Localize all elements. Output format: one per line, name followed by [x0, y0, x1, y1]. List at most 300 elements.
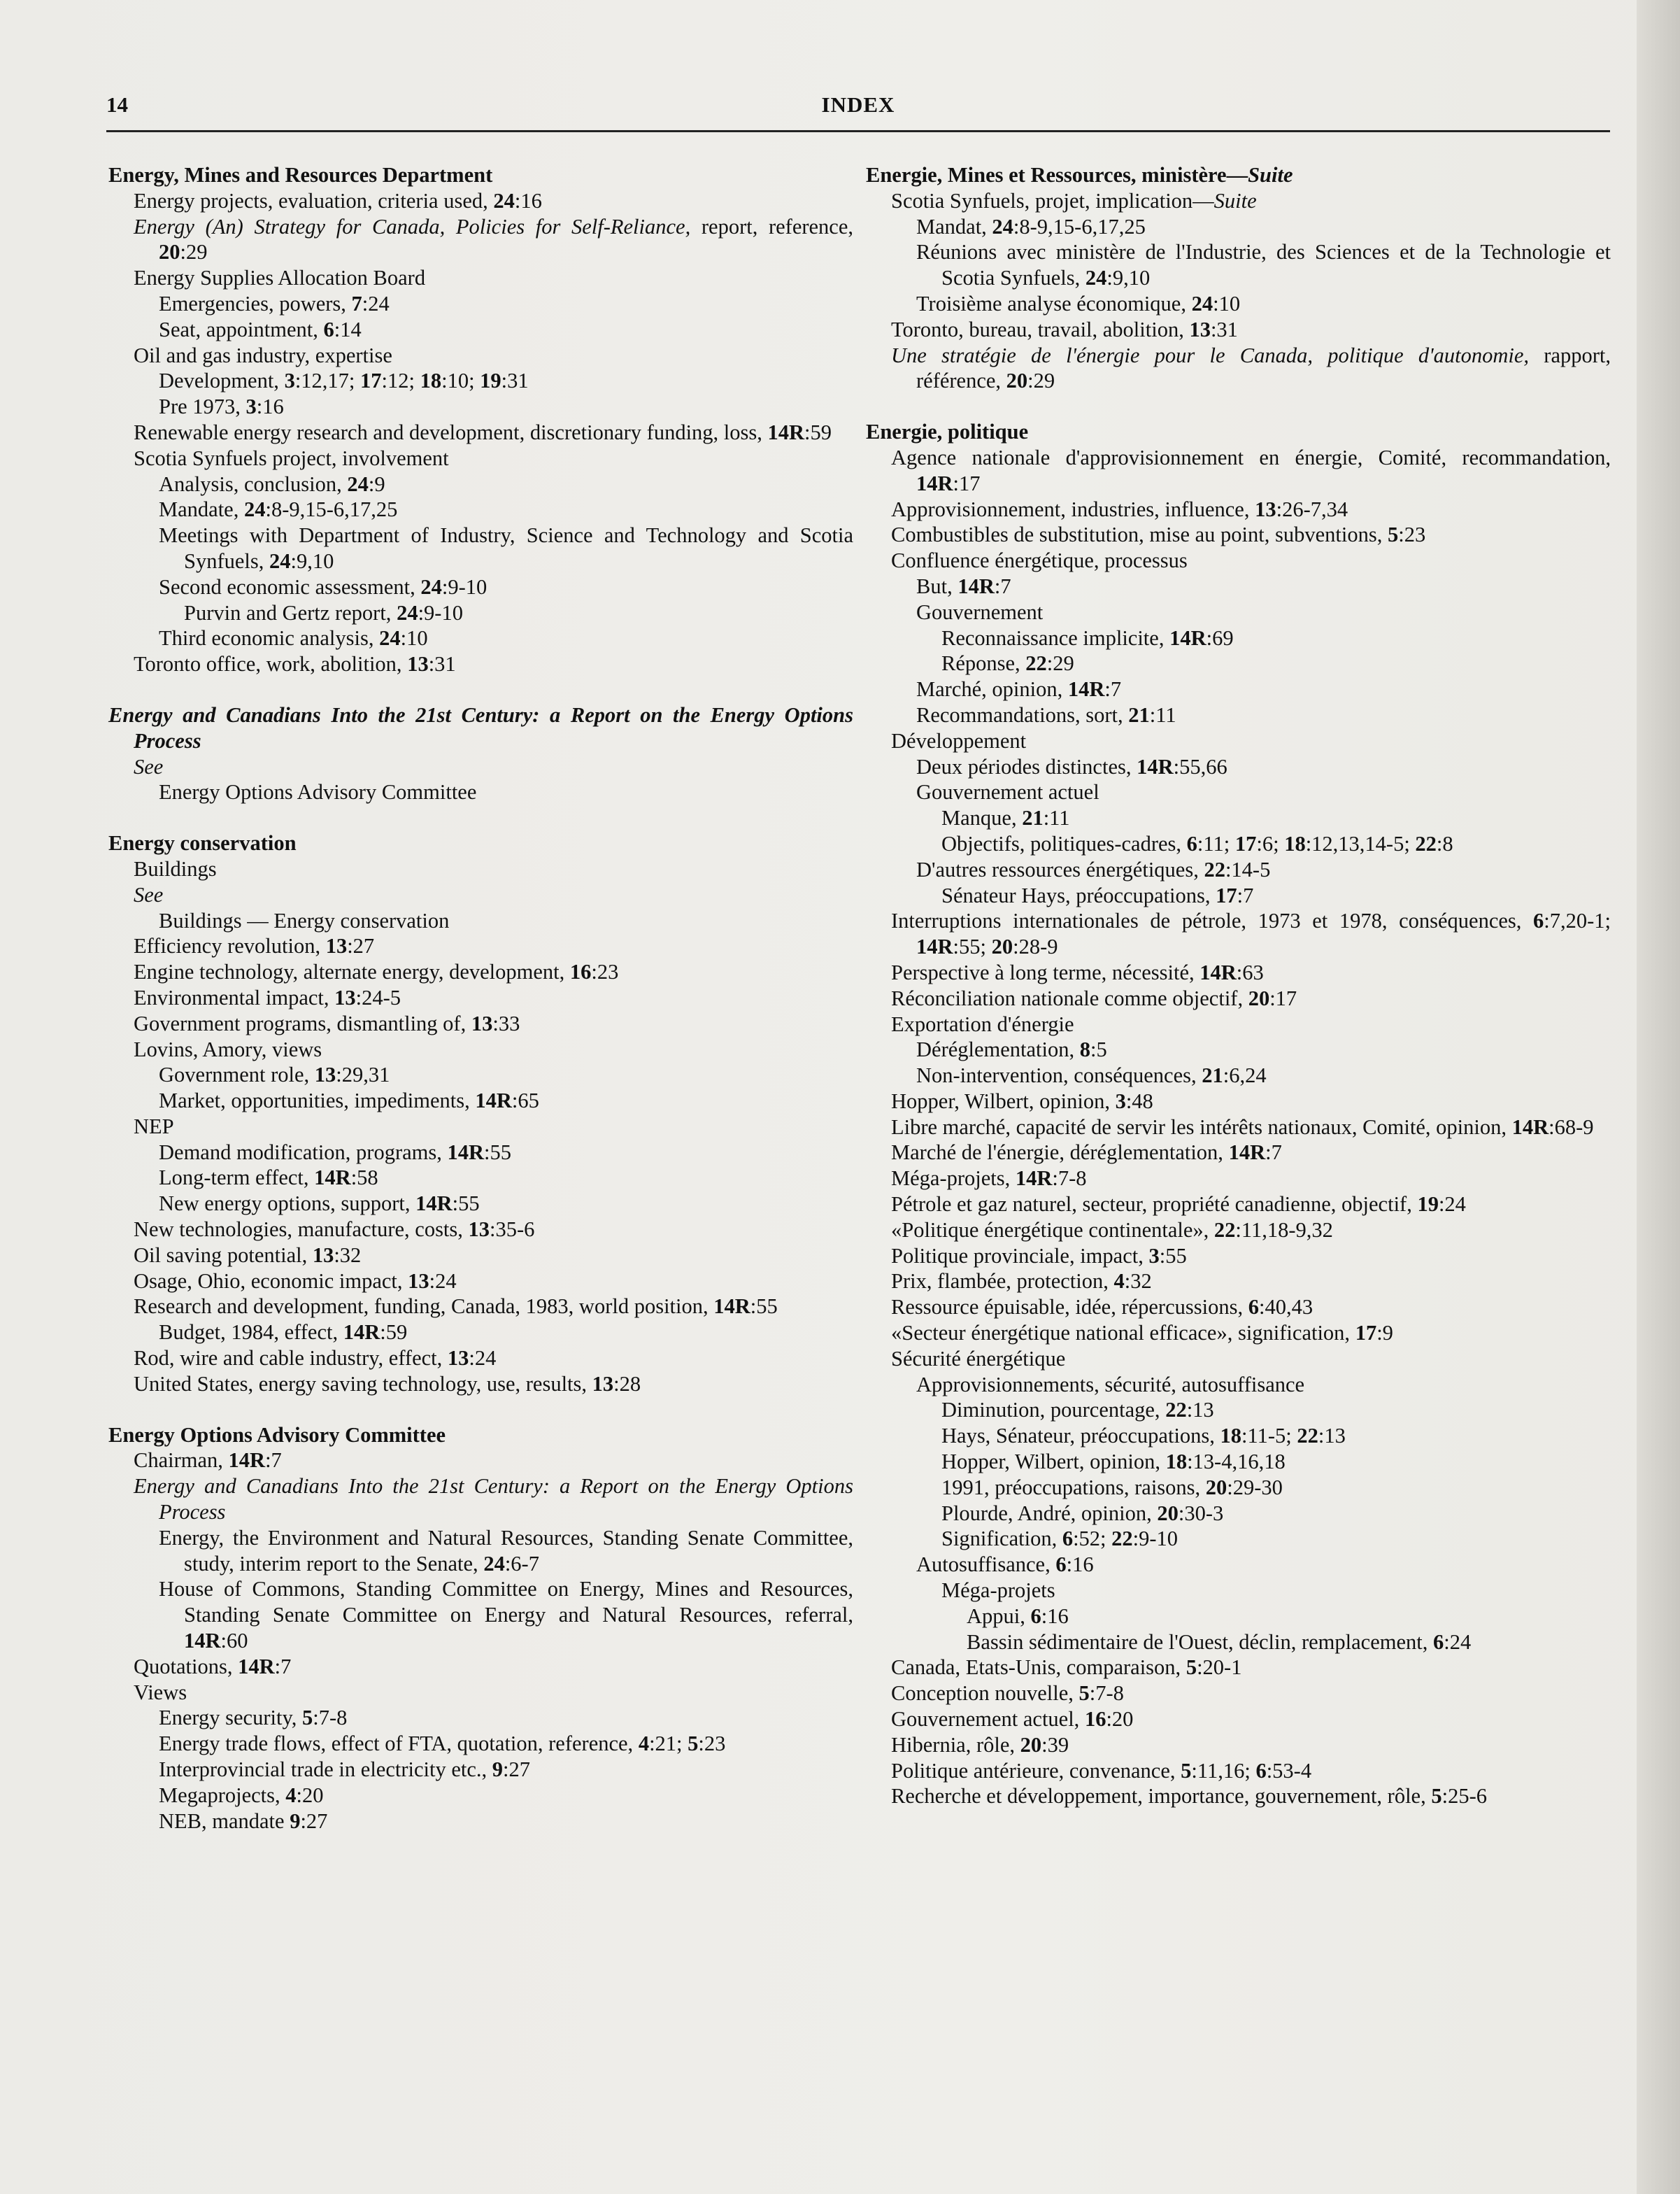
index-entry [108, 1680, 853, 1706]
entry-text: Megaprojects, [159, 1783, 286, 1807]
entry-text: :12,13,14-5; [1305, 831, 1416, 856]
entry-text: Osage, Ohio, economic impact, [134, 1268, 408, 1293]
index-entry [866, 522, 1611, 548]
entry-text: 14R [1015, 1166, 1053, 1191]
index-entry [866, 497, 1611, 523]
entry-text: United States, energy saving technology, use, results, [134, 1371, 592, 1396]
index-entry [866, 779, 1611, 805]
entry-text: Energy and Canadians Into the 21st Century: a Report on the Energy Options Process [134, 1474, 853, 1524]
entry-text: :55,66 [1173, 754, 1227, 779]
entry-text: Hopper, Wilbert, opinion, [941, 1450, 1166, 1474]
entry-text: :11-5; [1241, 1424, 1297, 1448]
index-entry [108, 1294, 853, 1319]
entry-text: Energie, Mines et Ressources, ministère— [866, 163, 1248, 187]
entry-text: :7,20-1; [1544, 909, 1611, 933]
entry-text: But, [916, 574, 958, 598]
index-entry [108, 1525, 853, 1577]
entry-text: :24 [362, 291, 390, 316]
index-entry [866, 1475, 1611, 1501]
entry-text: :55 [484, 1140, 512, 1164]
entry-text: Approvisionnement, industries, influence, [891, 497, 1255, 521]
entry-text: Energy projects, evaluation, criteria used, [134, 188, 494, 213]
entry-text: 22 [1025, 651, 1047, 676]
entry-text: :9-10 [418, 600, 463, 625]
index-entry [108, 317, 853, 343]
entry-text: 21 [1202, 1063, 1223, 1088]
entry-text: Analysis, conclusion, [159, 472, 348, 496]
entry-text: :40,43 [1258, 1295, 1314, 1319]
entry-text: Energy Options Advisory Committee [159, 780, 477, 805]
entry-text: 6 [323, 317, 334, 341]
entry-text: 3 [245, 395, 257, 419]
entry-text: 24 [243, 497, 266, 522]
entry-text: 5 [1079, 1681, 1090, 1706]
entry-text: 24 [493, 188, 515, 213]
entry-text: :6,24 [1223, 1063, 1267, 1088]
entry-text: 6 [1533, 909, 1544, 933]
entry-text: :23 [698, 1732, 726, 1756]
entry-text: Oil saving potential, [134, 1243, 313, 1267]
entry-text: 13 [314, 1063, 336, 1087]
entry-text: :28-9 [1013, 935, 1058, 959]
entry-text: :7-8 [313, 1706, 348, 1730]
entry-text: 24 [1085, 266, 1107, 290]
entry-text: 14R [415, 1191, 453, 1216]
page-title: INDEX [821, 92, 895, 117]
index-entry [108, 882, 853, 908]
entry-text: 20 [1006, 369, 1028, 393]
entry-text: :7 [1265, 1140, 1282, 1165]
page-header [106, 91, 1610, 132]
entry-text: Government programs, dismantling of, [134, 1011, 471, 1035]
entry-text: Libre marché, capacité de servir les intérêts nationaux, Comité, opinion, [891, 1114, 1512, 1139]
index-entry [866, 1629, 1611, 1655]
index-entry [866, 1037, 1611, 1063]
page-number: 14 [106, 92, 128, 117]
index-entry [866, 1294, 1611, 1320]
index-heading [108, 830, 853, 856]
index-entry [866, 1372, 1611, 1398]
index-entry [866, 574, 1611, 600]
index-entry [866, 317, 1611, 343]
entry-text: :8-9,15-6,17,25 [1013, 214, 1146, 239]
entry-text: 20 [1248, 986, 1270, 1010]
entry-text: 17 [1234, 831, 1257, 856]
entry-text: 14R [916, 935, 953, 959]
index-entry [108, 600, 853, 626]
entry-text: :7 [994, 574, 1011, 598]
entry-text: :30-3 [1178, 1501, 1224, 1525]
index-entry [866, 1680, 1611, 1706]
entry-text: 9 [492, 1757, 504, 1782]
entry-text: Gouvernement actuel [916, 780, 1099, 805]
entry-text: Gouvernement actuel, [891, 1707, 1085, 1732]
left-column [108, 162, 853, 1859]
entry-text: :32 [1124, 1269, 1152, 1294]
entry-text: 24 [1191, 291, 1213, 316]
entry-text: 1991, préoccupations, raisons, [941, 1475, 1206, 1499]
entry-text: :10; [441, 369, 480, 393]
entry-text: 17 [1216, 883, 1237, 907]
entry-text: Lovins, Amory, views [134, 1037, 322, 1061]
index-entry [866, 1449, 1611, 1475]
index-entry [108, 497, 853, 523]
entry-text: :33 [492, 1011, 520, 1035]
entry-text: :24 [429, 1268, 457, 1293]
entry-text: :29,31 [336, 1063, 390, 1087]
entry-text: :59 [804, 420, 832, 444]
entry-text: :7 [1104, 677, 1122, 702]
entry-text: :14 [334, 317, 362, 341]
entry-text: 14R [1137, 754, 1174, 779]
entry-text: Perspective à long terme, nécessité, [891, 960, 1200, 984]
entry-text: Recherche et développement, importance, gouvernement, rôle, [891, 1784, 1432, 1809]
index-entry [866, 239, 1611, 291]
index-entry [108, 1731, 853, 1757]
index-entry [866, 883, 1611, 909]
entry-text: :7-8 [1089, 1681, 1124, 1706]
entry-text: :24 [1444, 1629, 1472, 1654]
entry-text: Mandate, [159, 497, 244, 522]
entry-text: :20 [296, 1783, 324, 1807]
entry-text: Buildings [134, 856, 217, 881]
index-entry [108, 1037, 853, 1063]
entry-text: 14R [1067, 677, 1105, 702]
entry-text: :12; [381, 369, 420, 393]
entry-text: Prix, flambée, protection, [891, 1269, 1114, 1294]
entry-text: :11; [1197, 831, 1235, 856]
entry-text: Efficiency revolution, [134, 934, 326, 958]
entry-text: D'autres ressources énergétiques, [916, 857, 1204, 882]
entry-text: 3 [1115, 1089, 1126, 1113]
entry-text: :55 [452, 1191, 480, 1216]
index-entry [108, 394, 853, 420]
entry-text: :23 [591, 960, 619, 984]
index-entry [866, 1114, 1611, 1140]
entry-text: See [134, 754, 164, 779]
entry-text: Suite [1248, 163, 1293, 187]
entry-text: Purvin and Gertz report, [184, 600, 397, 625]
index-entry [866, 445, 1611, 497]
index-entry [108, 625, 853, 651]
entry-text: 22 [1165, 1398, 1187, 1422]
entry-text: 6 [1055, 1552, 1067, 1577]
entry-text: 24 [420, 574, 442, 599]
entry-text: 14R [1511, 1114, 1549, 1139]
entry-text: Ressource épuisable, idée, répercussions, [891, 1295, 1248, 1319]
index-section [108, 830, 853, 1397]
entry-text: Energy trade flows, effect of FTA, quotation, reference, [159, 1732, 639, 1756]
index-entry [108, 959, 853, 985]
entry-text: 24 [992, 214, 1013, 239]
index-entry [866, 1191, 1611, 1217]
entry-text: 13 [468, 1217, 490, 1242]
entry-text: 17 [1355, 1321, 1377, 1345]
entry-text: Demand modification, programs, [159, 1140, 448, 1164]
entry-text: 13 [1255, 497, 1276, 521]
index-heading [108, 162, 853, 188]
index-entry [108, 1062, 853, 1088]
entry-text: NEB, mandate [159, 1809, 290, 1833]
entry-text: Renewable energy research and development, discretionary funding, loss, [134, 420, 768, 444]
entry-text: :53-4 [1266, 1758, 1312, 1783]
entry-text: 20 [159, 240, 180, 264]
index-entry [108, 472, 853, 497]
entry-text: 6 [1030, 1604, 1041, 1628]
index-entry [108, 908, 853, 934]
entry-text: Rod, wire and cable industry, effect, [134, 1346, 448, 1371]
index-entry [108, 1268, 853, 1294]
entry-text: Hopper, Wilbert, opinion, [891, 1089, 1116, 1113]
index-entry [866, 677, 1611, 702]
entry-text: Objectifs, politiques-cadres, [941, 831, 1187, 856]
entry-text: :58 [350, 1166, 378, 1190]
entry-text: 14R [314, 1166, 351, 1190]
entry-text: Confluence énergétique, processus [891, 548, 1188, 573]
entry-text: :27 [503, 1757, 530, 1782]
index-entry [866, 986, 1611, 1012]
entry-text: :29 [1046, 651, 1074, 676]
entry-text: :11 [1043, 806, 1070, 830]
entry-text: Politique provinciale, impact, [891, 1243, 1149, 1268]
entry-text: 6 [1432, 1629, 1444, 1654]
entry-text: Interprovincial trade in electricity etc., [159, 1757, 492, 1782]
entry-text: 16 [569, 960, 592, 984]
entry-text: :55; [953, 935, 992, 959]
entry-text: 13 [471, 1011, 493, 1035]
index-entry [108, 1191, 853, 1217]
index-section [866, 419, 1611, 1809]
entry-text: :69 [1206, 625, 1234, 650]
entry-text: 19 [1417, 1192, 1439, 1217]
entry-text: Energy security, [159, 1706, 302, 1730]
entry-text: Energie, politique [866, 420, 1029, 444]
entry-text: 24 [379, 626, 401, 651]
index-entry [866, 651, 1611, 677]
entry-text: 6 [1062, 1527, 1074, 1551]
entry-text: See [134, 882, 164, 907]
entry-text: 13 [592, 1371, 614, 1396]
entry-text: 19 [480, 369, 501, 393]
entry-text: :29 [1027, 369, 1055, 393]
index-entry [866, 1320, 1611, 1346]
entry-text: :7 [265, 1448, 282, 1473]
entry-text: 24 [397, 600, 418, 625]
entry-text: 16 [1084, 1707, 1106, 1732]
entry-text: Development, [159, 369, 285, 393]
entry-text: :29 [180, 240, 208, 264]
entry-text: :20-1 [1197, 1655, 1242, 1680]
entry-text: :8-9,15-6,17,25 [265, 497, 398, 522]
index-entry [866, 188, 1611, 214]
entry-text: Long-term effect, [159, 1166, 315, 1190]
entry-text: Bassin sédimentaire de l'Ouest, déclin, remplacement, [967, 1629, 1433, 1654]
entry-text: Plourde, André, opinion, [941, 1501, 1158, 1525]
entry-text: :63 [1236, 960, 1264, 984]
entry-text: Non-intervention, conséquences, [916, 1063, 1202, 1088]
index-entry [108, 188, 853, 214]
entry-text: Government role, [159, 1063, 315, 1087]
index-entry [108, 754, 853, 780]
entry-text: Gouvernement [916, 600, 1044, 624]
index-heading [108, 702, 853, 754]
entry-text: 14R [1169, 625, 1206, 650]
index-entry [108, 523, 853, 574]
entry-text: :16 [1066, 1552, 1094, 1577]
entry-text: Emergencies, powers, [159, 291, 352, 316]
entry-text: :25-6 [1441, 1784, 1487, 1809]
entry-text: 14R [184, 1629, 221, 1653]
entry-text: :60 [220, 1629, 248, 1653]
index-entry [866, 702, 1611, 728]
entry-text: :13-4,16,18 [1187, 1450, 1286, 1474]
entry-text: :26-7,34 [1276, 497, 1348, 521]
entry-text: Toronto, bureau, travail, abolition, [891, 317, 1190, 341]
index-entry [108, 368, 853, 394]
entry-text: :6-7 [504, 1551, 539, 1576]
entry-text: 20 [1157, 1501, 1179, 1525]
entry-text: :24 [469, 1346, 497, 1371]
index-entry [866, 831, 1611, 857]
entry-text: :12,17; [294, 369, 361, 393]
index-entry [866, 625, 1611, 651]
entry-text: New energy options, support, [159, 1191, 416, 1216]
entry-text: Energy, Mines and Resources Department [108, 163, 493, 187]
entry-text: :52; [1073, 1527, 1112, 1551]
index-entry [866, 728, 1611, 754]
entry-text: Scotia Synfuels, projet, implication— [891, 188, 1214, 213]
entry-text: :59 [380, 1320, 408, 1345]
entry-text: Energy Options Advisory Committee [108, 1422, 446, 1447]
entry-text: 4 [638, 1732, 650, 1756]
entry-text: 14R [475, 1089, 512, 1113]
entry-text: 14R [447, 1140, 485, 1164]
entry-text: 24 [483, 1551, 505, 1576]
entry-text: 4 [1113, 1269, 1125, 1294]
entry-text: :48 [1125, 1089, 1153, 1113]
entry-text: 18 [1220, 1424, 1242, 1448]
entry-text: :16 [1041, 1604, 1069, 1628]
entry-text: Une stratégie de l'énergie pour le Canada, politique d'autonomie, [891, 343, 1530, 367]
entry-text: Sécurité énergétique [891, 1346, 1066, 1371]
entry-text: :31 [1210, 317, 1238, 341]
entry-text: :23 [1398, 523, 1426, 547]
index-entry [108, 1345, 853, 1371]
index-section [866, 162, 1611, 394]
entry-text: Appui, [967, 1604, 1031, 1628]
index-entry [108, 933, 853, 959]
index-entry [866, 1268, 1611, 1294]
entry-text: 5 [1186, 1655, 1197, 1680]
entry-text: Market, opportunities, impediments, [159, 1089, 476, 1113]
entry-text: 6 [1248, 1295, 1259, 1319]
entry-text: Politique antérieure, convenance, [891, 1758, 1181, 1783]
index-entry [866, 1783, 1611, 1809]
entry-text: :65 [511, 1089, 539, 1113]
index-entry [108, 856, 853, 882]
index-entry [866, 600, 1611, 625]
index-entry [866, 343, 1611, 395]
entry-text: 14R [238, 1654, 275, 1678]
right-column [866, 162, 1611, 1834]
index-entry [866, 1166, 1611, 1191]
entry-text: 13 [407, 652, 429, 677]
entry-text: Hibernia, rôle, [891, 1732, 1020, 1757]
index-entry [866, 908, 1611, 960]
entry-text: 14R [1200, 960, 1237, 984]
index-entry [108, 1165, 853, 1191]
index-entry [866, 1243, 1611, 1269]
entry-text: 3 [284, 369, 295, 393]
index-entry [108, 291, 853, 317]
entry-text: 14R [228, 1448, 266, 1473]
entry-text: Meetings with Department of Industry, Science and Technology and Scotia Synfuels, [159, 523, 853, 573]
index-entry [108, 1140, 853, 1166]
entry-text: 14R [343, 1320, 380, 1345]
index-entry [866, 1089, 1611, 1114]
entry-text: Sénateur Hays, préoccupations, [941, 883, 1216, 907]
entry-text: Buildings — Energy conservation [159, 908, 450, 933]
entry-text: 13 [1189, 317, 1211, 341]
entry-text: :16 [514, 188, 542, 213]
entry-text: 7 [351, 291, 362, 316]
index-entry [108, 1217, 853, 1243]
entry-text: Budget, 1984, effect, [159, 1320, 343, 1345]
entry-text: Troisième analyse économique, [916, 291, 1192, 316]
entry-text: Quotations, [134, 1654, 239, 1678]
entry-text: New technologies, manufacture, costs, [134, 1217, 469, 1242]
entry-text: :10 [400, 626, 428, 651]
entry-text: :7 [1237, 883, 1254, 907]
index-entry [866, 291, 1611, 317]
entry-text: Suite [1213, 188, 1257, 213]
entry-text: 5 [1387, 523, 1399, 547]
entry-text: :9-10 [441, 574, 487, 599]
index-entry [866, 1217, 1611, 1243]
entry-text: 9 [290, 1809, 301, 1833]
entry-text: :11,18-9,32 [1235, 1217, 1333, 1242]
entry-text: Développement [891, 728, 1027, 753]
index-entry [108, 1576, 853, 1653]
entry-text: 14R [1228, 1140, 1266, 1165]
entry-text: NEP [134, 1114, 174, 1138]
entry-text: :20 [1106, 1707, 1134, 1732]
entry-text: Conception nouvelle, [891, 1681, 1079, 1706]
entry-text: Second economic assessment, [159, 574, 421, 599]
entry-text: :31 [428, 652, 456, 677]
index-entry [866, 1604, 1611, 1629]
entry-text: :13 [1186, 1398, 1214, 1422]
index-entry [866, 1012, 1611, 1038]
entry-text: Agence nationale d'approvisionnement en énergie, Comité, recommandation, [891, 445, 1611, 469]
index-entry [866, 960, 1611, 986]
index-heading [866, 162, 1611, 188]
index-entry [866, 1423, 1611, 1449]
entry-text: 6 [1186, 831, 1197, 856]
index-section [108, 702, 853, 805]
entry-text: Energy, the Environment and Natural Resources, Standing Senate Committee, study, interim report to the Senate, [159, 1525, 853, 1576]
entry-text: 14R [713, 1294, 750, 1319]
entry-text: Exportation d'énergie [891, 1012, 1074, 1036]
entry-text: :8 [1436, 831, 1453, 856]
entry-text: :7-8 [1052, 1166, 1087, 1191]
index-entry [108, 651, 853, 677]
entry-text: :39 [1041, 1732, 1069, 1757]
index-entry [108, 1809, 853, 1834]
entry-text: 22 [1204, 857, 1225, 882]
index-entry [108, 574, 853, 600]
entry-text: 5 [1181, 1758, 1192, 1783]
